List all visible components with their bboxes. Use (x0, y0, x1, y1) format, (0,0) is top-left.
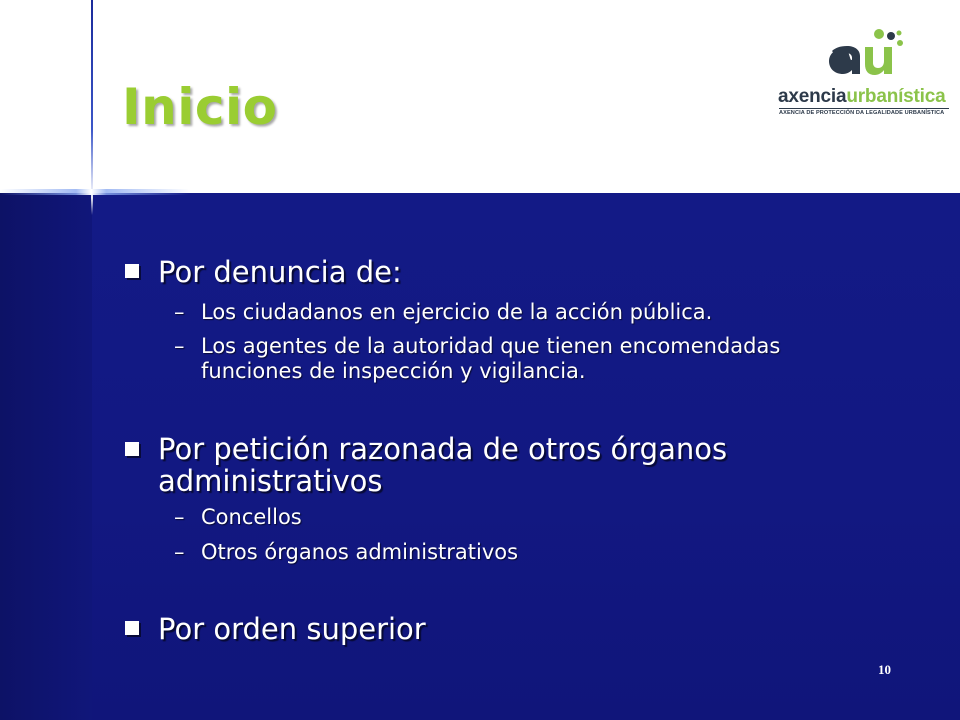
dash-bullet: – (174, 300, 185, 324)
sub-list-item-continuation: funciones de inspección y vigilancia. (201, 359, 586, 383)
slide-title: Inicio (122, 78, 278, 136)
list-item: Por petición razonada de otros órganos (158, 432, 728, 466)
dash-bullet: – (174, 334, 185, 358)
sub-list-item: Concellos (201, 505, 302, 529)
sub-list-item: Los ciudadanos en ejercicio de la acción pública. (201, 300, 713, 324)
square-bullet-icon (125, 621, 139, 635)
dash-bullet: – (174, 540, 185, 564)
sub-list-item: Los agentes de la autoridad que tienen encomendadas (201, 334, 781, 358)
logo-subtitle: AXENCIA DE PROTECCIÓN DA LEGALIDADE URBANÍSTICA (779, 110, 945, 116)
list-item: Por orden superior (158, 612, 426, 646)
sub-list-item: Otros órganos administrativos (201, 540, 519, 564)
square-bullet-icon (125, 442, 139, 456)
list-item: Por denuncia de: (158, 255, 402, 289)
logo-wordmark-part1: axencia (778, 86, 847, 107)
square-bullet-icon (125, 264, 139, 278)
list-item-continuation: administrativos (158, 464, 383, 498)
logo-wordmark-part2: urbanística (846, 86, 946, 107)
dash-bullet: – (174, 505, 185, 529)
page-number: 10 (878, 662, 891, 677)
